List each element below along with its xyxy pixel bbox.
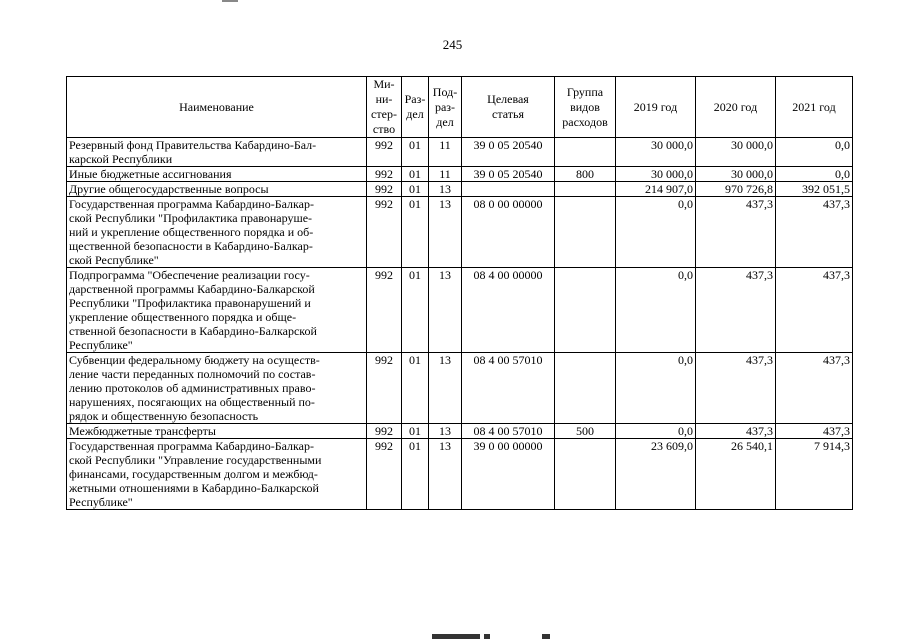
cell-2019: 23 609,0 [616, 439, 696, 510]
table-row [67, 167, 853, 182]
scan-artifact-bottom [432, 634, 552, 639]
cell-subsection: 11 [429, 167, 462, 182]
cell-target-article: 08 4 00 57010 [462, 424, 555, 439]
cell-2019: 30 000,0 [616, 138, 696, 167]
header-section: Раз- дел [402, 77, 429, 138]
cell-subsection: 13 [429, 353, 462, 424]
cell-expense-group: 500 [555, 424, 616, 439]
cell-section: 01 [402, 268, 429, 353]
header-name: Наименование [67, 77, 367, 138]
cell-ministry: 992 [367, 353, 402, 424]
cell-ministry: 992 [367, 167, 402, 182]
cell-section: 01 [402, 439, 429, 510]
cell-subsection: 13 [429, 439, 462, 510]
cell-2019: 214 907,0 [616, 182, 696, 197]
header-ministry: Ми- ни- стер- ство [367, 77, 402, 138]
cell-2019: 0,0 [616, 353, 696, 424]
cell-target-article: 08 4 00 00000 [462, 268, 555, 353]
cell-2021: 392 051,5 [776, 182, 853, 197]
table-row [67, 268, 853, 353]
cell-ministry: 992 [367, 138, 402, 167]
cell-name: Межбюджетные трансферты [67, 424, 367, 439]
cell-section: 01 [402, 424, 429, 439]
cell-2021: 0,0 [776, 138, 853, 167]
cell-2021: 437,3 [776, 197, 853, 268]
cell-section: 01 [402, 138, 429, 167]
table-header-row [67, 77, 853, 138]
table-row [67, 353, 853, 424]
cell-expense-group [555, 439, 616, 510]
cell-2020: 30 000,0 [696, 167, 776, 182]
cell-target-article [462, 182, 555, 197]
table-row [67, 182, 853, 197]
cell-subsection: 13 [429, 424, 462, 439]
cell-ministry: 992 [367, 439, 402, 510]
cell-2020: 437,3 [696, 353, 776, 424]
cell-2020: 437,3 [696, 268, 776, 353]
cell-name: Резервный фонд Правительства Кабардино-Бал- карской Республики [67, 138, 367, 167]
header-2021: 2021 год [776, 77, 853, 138]
table-row [67, 439, 853, 510]
table-row [67, 197, 853, 268]
cell-2020: 30 000,0 [696, 138, 776, 167]
cell-2019: 0,0 [616, 197, 696, 268]
cell-ministry: 992 [367, 182, 402, 197]
cell-section: 01 [402, 182, 429, 197]
cell-ministry: 992 [367, 424, 402, 439]
cell-2020: 970 726,8 [696, 182, 776, 197]
cell-expense-group [555, 138, 616, 167]
cell-2019: 0,0 [616, 268, 696, 353]
cell-expense-group [555, 353, 616, 424]
cell-2021: 0,0 [776, 167, 853, 182]
scan-artifact-top [222, 0, 238, 2]
cell-2020: 437,3 [696, 424, 776, 439]
table-row [67, 138, 853, 167]
cell-expense-group [555, 182, 616, 197]
cell-2021: 437,3 [776, 353, 853, 424]
cell-target-article: 08 4 00 57010 [462, 353, 555, 424]
header-subsection: Под- раз- дел [429, 77, 462, 138]
cell-2019: 30 000,0 [616, 167, 696, 182]
cell-name: Подпрограмма "Обеспечение реализации госу- дарственной программы Кабардино-Балкарской Республики "Профилактика правонарушений и укрепление общественного порядка и обще- ственной безопасности в Кабардино-Балкарской Республике" [67, 268, 367, 353]
cell-subsection: 13 [429, 182, 462, 197]
cell-subsection: 13 [429, 268, 462, 353]
header-2020: 2020 год [696, 77, 776, 138]
cell-subsection: 11 [429, 138, 462, 167]
table-row [67, 424, 853, 439]
cell-2021: 7 914,3 [776, 439, 853, 510]
cell-target-article: 39 0 05 20540 [462, 138, 555, 167]
header-target-article: Целевая статья [462, 77, 555, 138]
cell-name: Другие общегосударственные вопросы [67, 182, 367, 197]
cell-2021: 437,3 [776, 424, 853, 439]
cell-expense-group [555, 268, 616, 353]
cell-name: Субвенции федеральному бюджету на осуществ- ление части переданных полномочий по состав- лению протоколов об административных право- нарушениях, посягающих на общественный по- рядок и общественную безопасность [67, 353, 367, 424]
cell-subsection: 13 [429, 197, 462, 268]
cell-ministry: 992 [367, 268, 402, 353]
cell-2021: 437,3 [776, 268, 853, 353]
cell-2020: 437,3 [696, 197, 776, 268]
cell-section: 01 [402, 167, 429, 182]
cell-expense-group [555, 197, 616, 268]
cell-name: Государственная программа Кабардино-Балкар- ской Республики "Управление государственными финансами, государственным долгом и межбюд- жетными отношениями в Кабардино-Балкарской Республике" [67, 439, 367, 510]
cell-target-article: 39 0 00 00000 [462, 439, 555, 510]
cell-name: Государственная программа Кабардино-Балкар- ской Республики "Профилактика правонаруше- ний и укрепление общественного порядка и об- щественной безопасности в Кабардино-Балкар- ской Республике" [67, 197, 367, 268]
cell-section: 01 [402, 197, 429, 268]
cell-expense-group: 800 [555, 167, 616, 182]
cell-target-article: 39 0 05 20540 [462, 167, 555, 182]
cell-section: 01 [402, 353, 429, 424]
cell-2019: 0,0 [616, 424, 696, 439]
cell-name: Иные бюджетные ассигнования [67, 167, 367, 182]
header-expense-group: Группа видов расходов [555, 77, 616, 138]
budget-table [66, 76, 853, 510]
cell-ministry: 992 [367, 197, 402, 268]
page-number: 245 [442, 37, 463, 52]
cell-2020: 26 540,1 [696, 439, 776, 510]
header-2019: 2019 год [616, 77, 696, 138]
cell-target-article: 08 0 00 00000 [462, 197, 555, 268]
